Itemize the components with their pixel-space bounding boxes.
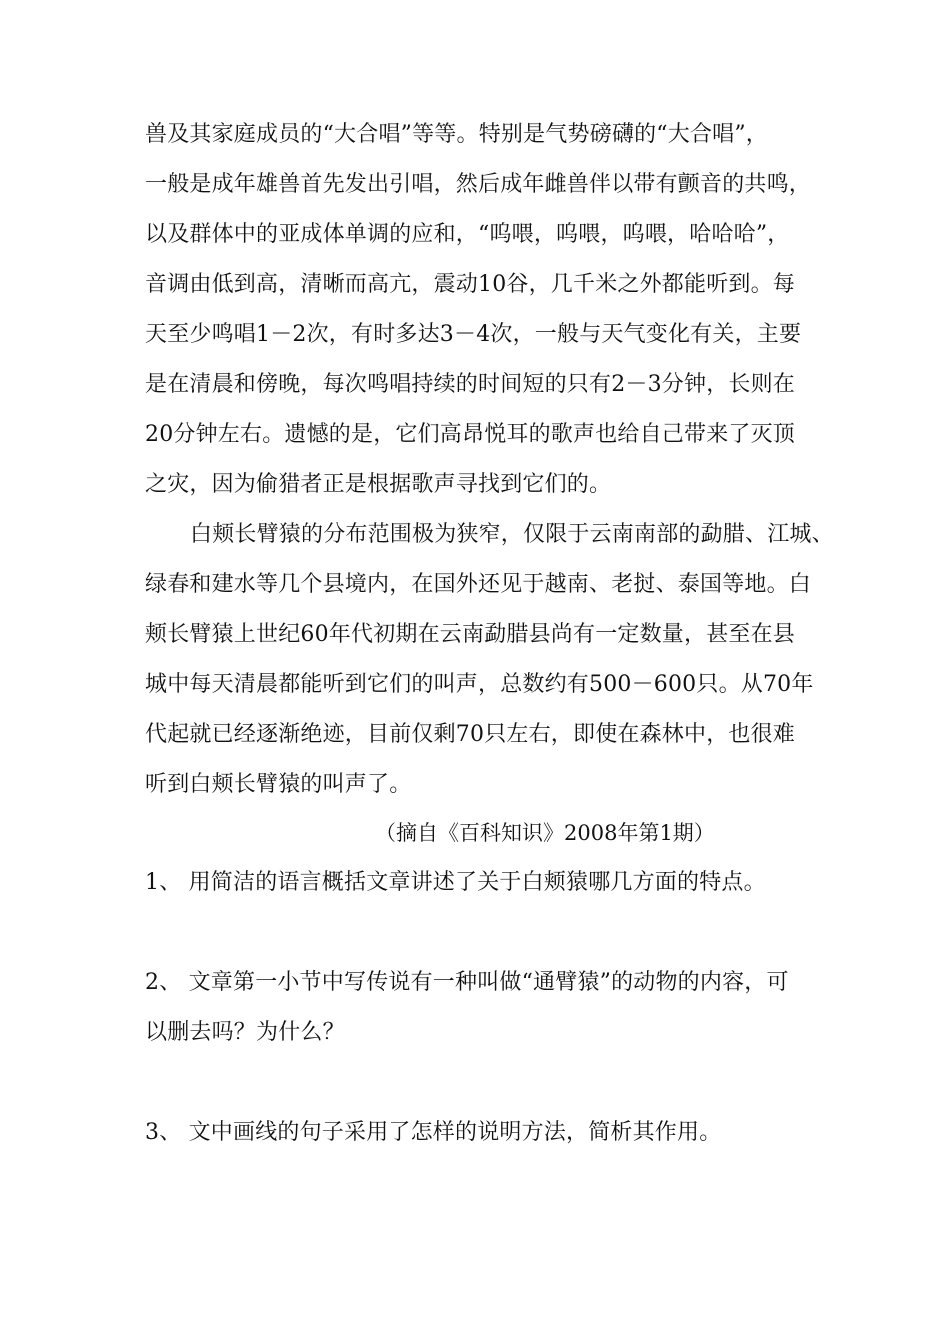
paragraph-line: 颊长臂猿上世纪60年代初期在云南勐腊县尚有一定数量，甚至在县 [145,622,795,647]
paragraph-line: 以及群体中的亚成体单调的应和，“呜喂，呜喂，呜喂，哈哈哈”， [145,222,790,247]
paragraph-line: 音调由低到高，清晰而高亢，震动10谷，几千米之外都能听到。每 [145,272,795,297]
paragraph-line: 天至少鸣唱1－2次，有时多达3－4次，一般与天气变化有关，主要 [145,322,802,347]
paragraph-line: 是在清晨和傍晚，每次鸣唱持续的时间短的只有2－3分钟，长则在 [145,372,795,397]
paragraph-line: 听到白颊长臂猿的叫声了。 [145,772,412,797]
paragraph-line: 白颊长臂猿的分布范围极为狭窄，仅限于云南南部的勐腊、江城、 [190,522,834,547]
paragraph-line: 代起就已经逐渐绝迹，目前仅剩70只左右，即使在森林中，也很难 [145,722,795,747]
question-line: 2、 文章第一小节中写传说有一种叫做“通臂猿”的动物的内容，可 [145,970,789,995]
paragraph-line: 绿春和建水等几个县境内，在国外还见于越南、老挝、泰国等地。白 [145,572,812,597]
question-line: 1、 用简洁的语言概括文章讲述了关于白颊猿哪几方面的特点。 [145,870,766,895]
paragraph-line: 兽及其家庭成员的“大合唱”等等。特别是气势磅礴的“大合唱”， [145,122,768,147]
paragraph-line: 一般是成年雄兽首先发出引唱，然后成年雌兽伴以带有颤音的共鸣， [145,172,812,197]
paragraph-line: 城中每天清晨都能听到它们的叫声，总数约有500－600只。从70年 [145,672,814,697]
paragraph-line: 之灾，因为偷猎者正是根据歌声寻找到它们的。 [145,472,612,497]
question-line: 以删去吗？为什么？ [145,1020,345,1045]
article-source: （摘自《百科知识》2008年第1期） [375,821,715,845]
question-line: 3、 文中画线的句子采用了怎样的说明方法，简析其作用。 [145,1120,722,1145]
paragraph-line: 20分钟左右。遗憾的是，它们高昂悦耳的歌声也给自己带来了灭顶 [145,422,795,447]
